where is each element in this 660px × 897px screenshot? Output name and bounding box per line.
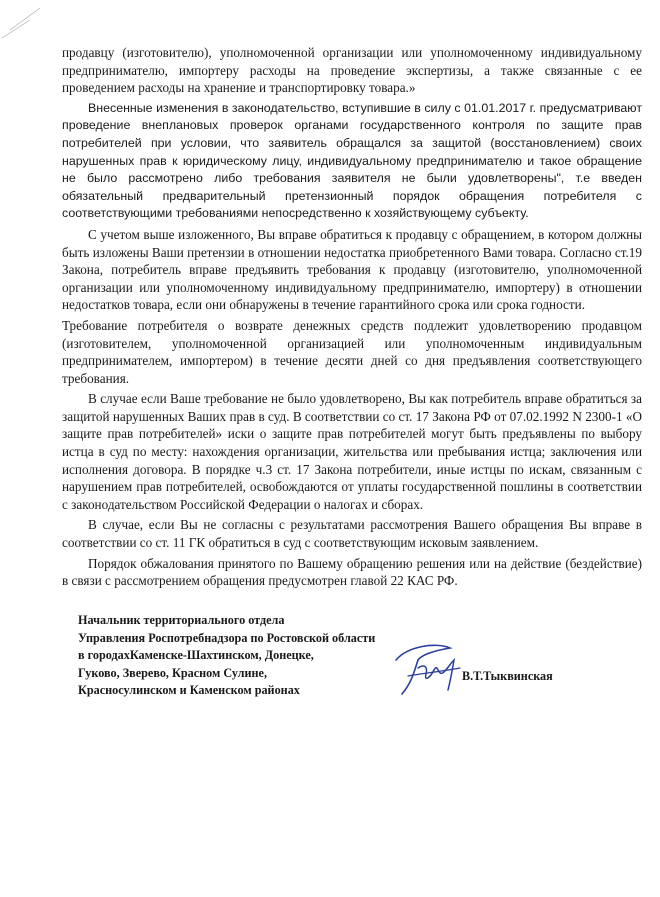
paragraph-6: В случае, если Вы не согласны с результатами рассмотрения Вашего обращения Вы вправе в соответствии со ст. 11 ГК обратиться в суд с соответствующим исковым заявлением. [62,517,642,551]
paragraph-1: продавцу (изготовителю), уполномоченной организации или уполномоченному индивидуальному предпринимателю, импортеру расходы на проведение экспертизы, а также связанные с ее проведением расходы на хранение и транспортировку товара.» [62,45,642,96]
paragraph-7: Порядок обжалования принятого по Вашему обращению решения или на действие (бездействие) в связи с рассмотрением обращения предусмотрен главой 22 КАС РФ. [62,555,642,589]
signatory-title-line: в городахКаменске-Шахтинском, Донецке, [78,648,314,662]
signatory-title-line: Начальник территориального отдела [78,613,285,627]
signatory-title [78,612,408,700]
paragraph-3: С учетом выше изложенного, Вы вправе обратиться к продавцу с обращением, в котором должны быть изложены Ваши претензии в отношении недостатка приобретенного Вами товара. Согласно ст.19 Закона, потребитель вправе предъявить требования к продавцу (изготовителю, уполномоченной организации или уполномоченному индивидуальному предпринимателю, импортеру) в отношении недостатков товара, если они обнаружены в течение гарантийного срока или срока годности. [62,226,642,313]
paragraph-4: Требование потребителя о возврате денежных средств подлежит удовлетворению продавцом (изготовителем, уполномоченной организацией или уполномоченным индивидуальным предпринимателем, импортером) в течение десяти дней со дня предъявления соответствующего требования. [62,317,642,386]
signatory-title-line: Красносулинском и Каменском районах [78,683,300,697]
scan-corner-mark [0,0,60,40]
signatory-title-line: Гуково, Зверево, Красном Сулине, [78,665,267,680]
signatory-title-line: Управления Роспотребнадзора по Ростовской области [78,630,376,645]
paragraph-5: В случае если Ваше требование не было удовлетворено, Вы как потребитель вправе обратиться за защитой нарушенных Ваших прав в суд. В соответствии со ст. 17 Закона РФ от 07.02.1992 N 2300-1 «О защите прав потребителей» иски о защите прав потребителей могут быть предъявлены по выбору истца в суд по месту: нахождения организации, жительства или пребывания истца; заключения или исполнения договора. В порядке ч.3 ст. 17 Закона потребители, иные истцы по искам, связанным с нарушением прав потребителей, освобождаются от уплаты государственной пошлины в соответствии с законодательством Российской Федерации о налогах и сборах. [62,391,642,512]
paragraph-2: Внесенные изменения в законодательство, вступившие в силу с 01.01.2017 г. предусматривают проведение внеплановых проверок органами государственного контроля по защите прав потребителей при условии, что заявитель обращался за защитой (восстановлением) своих нарушенных прав к юридическому лицу, индивидуальному предпринимателю и такое обращение не было рассмотрено либо требования заявителя не были удовлетворены", т.е введен обязательный предварительный претензионный порядок обращения потребителя с соответствующими требованиями непосредственно к хозяйствующему субъекту. [62,100,642,221]
letter-body [62,44,642,590]
signer-name: В.Т.Тыквинская [462,669,553,683]
